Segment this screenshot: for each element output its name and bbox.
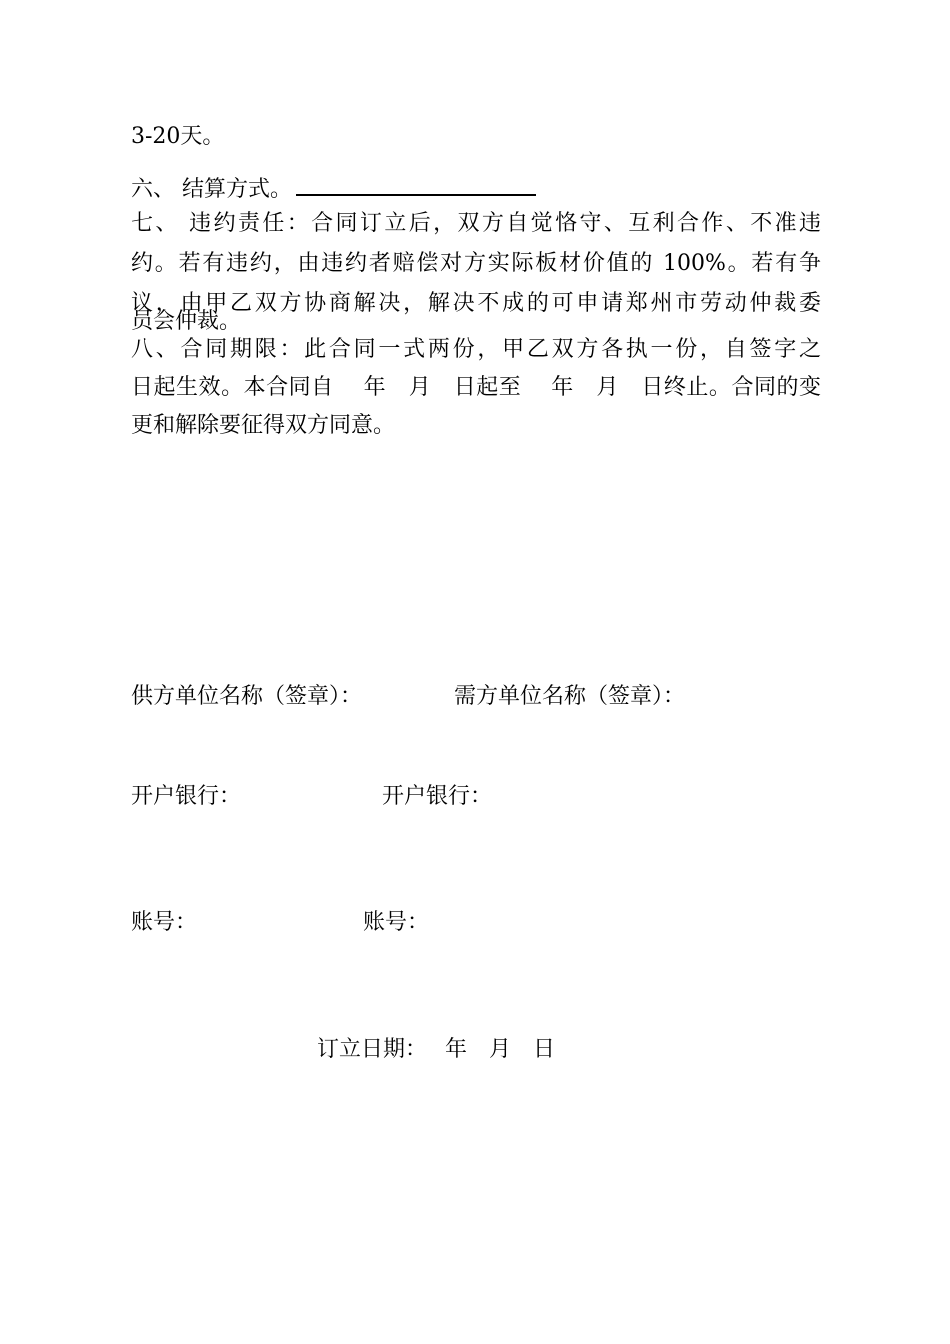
buyer-account-label: 账号： xyxy=(363,910,430,935)
clause-8-row-2: 日起生效。本合同自 年 月 日起至 年 月 日终止。合同的变 xyxy=(131,375,821,400)
delivery-days-text: 3-20天。 xyxy=(131,124,225,149)
clause-7-row-3: 议，由甲乙双方协商解决，解决不成的可申请郑州市劳动仲裁委 xyxy=(131,291,821,316)
buyer-bank-label: 开户银行： xyxy=(382,784,493,809)
clause-6-settlement xyxy=(131,174,536,203)
supplier-name-label: 供方单位名称（签章）： xyxy=(131,684,363,709)
clause-7-row-4: 员会仲裁。 xyxy=(131,309,242,334)
clause-7-row-1: 七、 违约责任：合同订立后，双方自觉恪守、互利合作、不准违 xyxy=(131,211,821,236)
clause-8-term xyxy=(131,334,821,448)
clause-7-liability xyxy=(131,208,821,340)
clause-8-row-3: 更和解除要征得双方同意。 xyxy=(131,413,396,438)
clause-8-row-1: 八、合同期限：此合同一式两份，甲乙双方各执一份，自签字之 xyxy=(131,337,821,362)
settlement-blank-line xyxy=(296,174,536,196)
clause-6-label: 六、 结算方式。 xyxy=(131,177,292,202)
supplier-bank-label: 开户银行： xyxy=(131,784,242,809)
supplier-account-label: 账号： xyxy=(131,910,198,935)
sign-date-label: 订立日期： 年 月 日 xyxy=(317,1037,555,1062)
clause-7-row-2: 约。若有违约，由违约者赔偿对方实际板材价值的 100%。若有争 xyxy=(131,251,821,276)
buyer-name-label: 需方单位名称（签章）： xyxy=(454,684,686,709)
